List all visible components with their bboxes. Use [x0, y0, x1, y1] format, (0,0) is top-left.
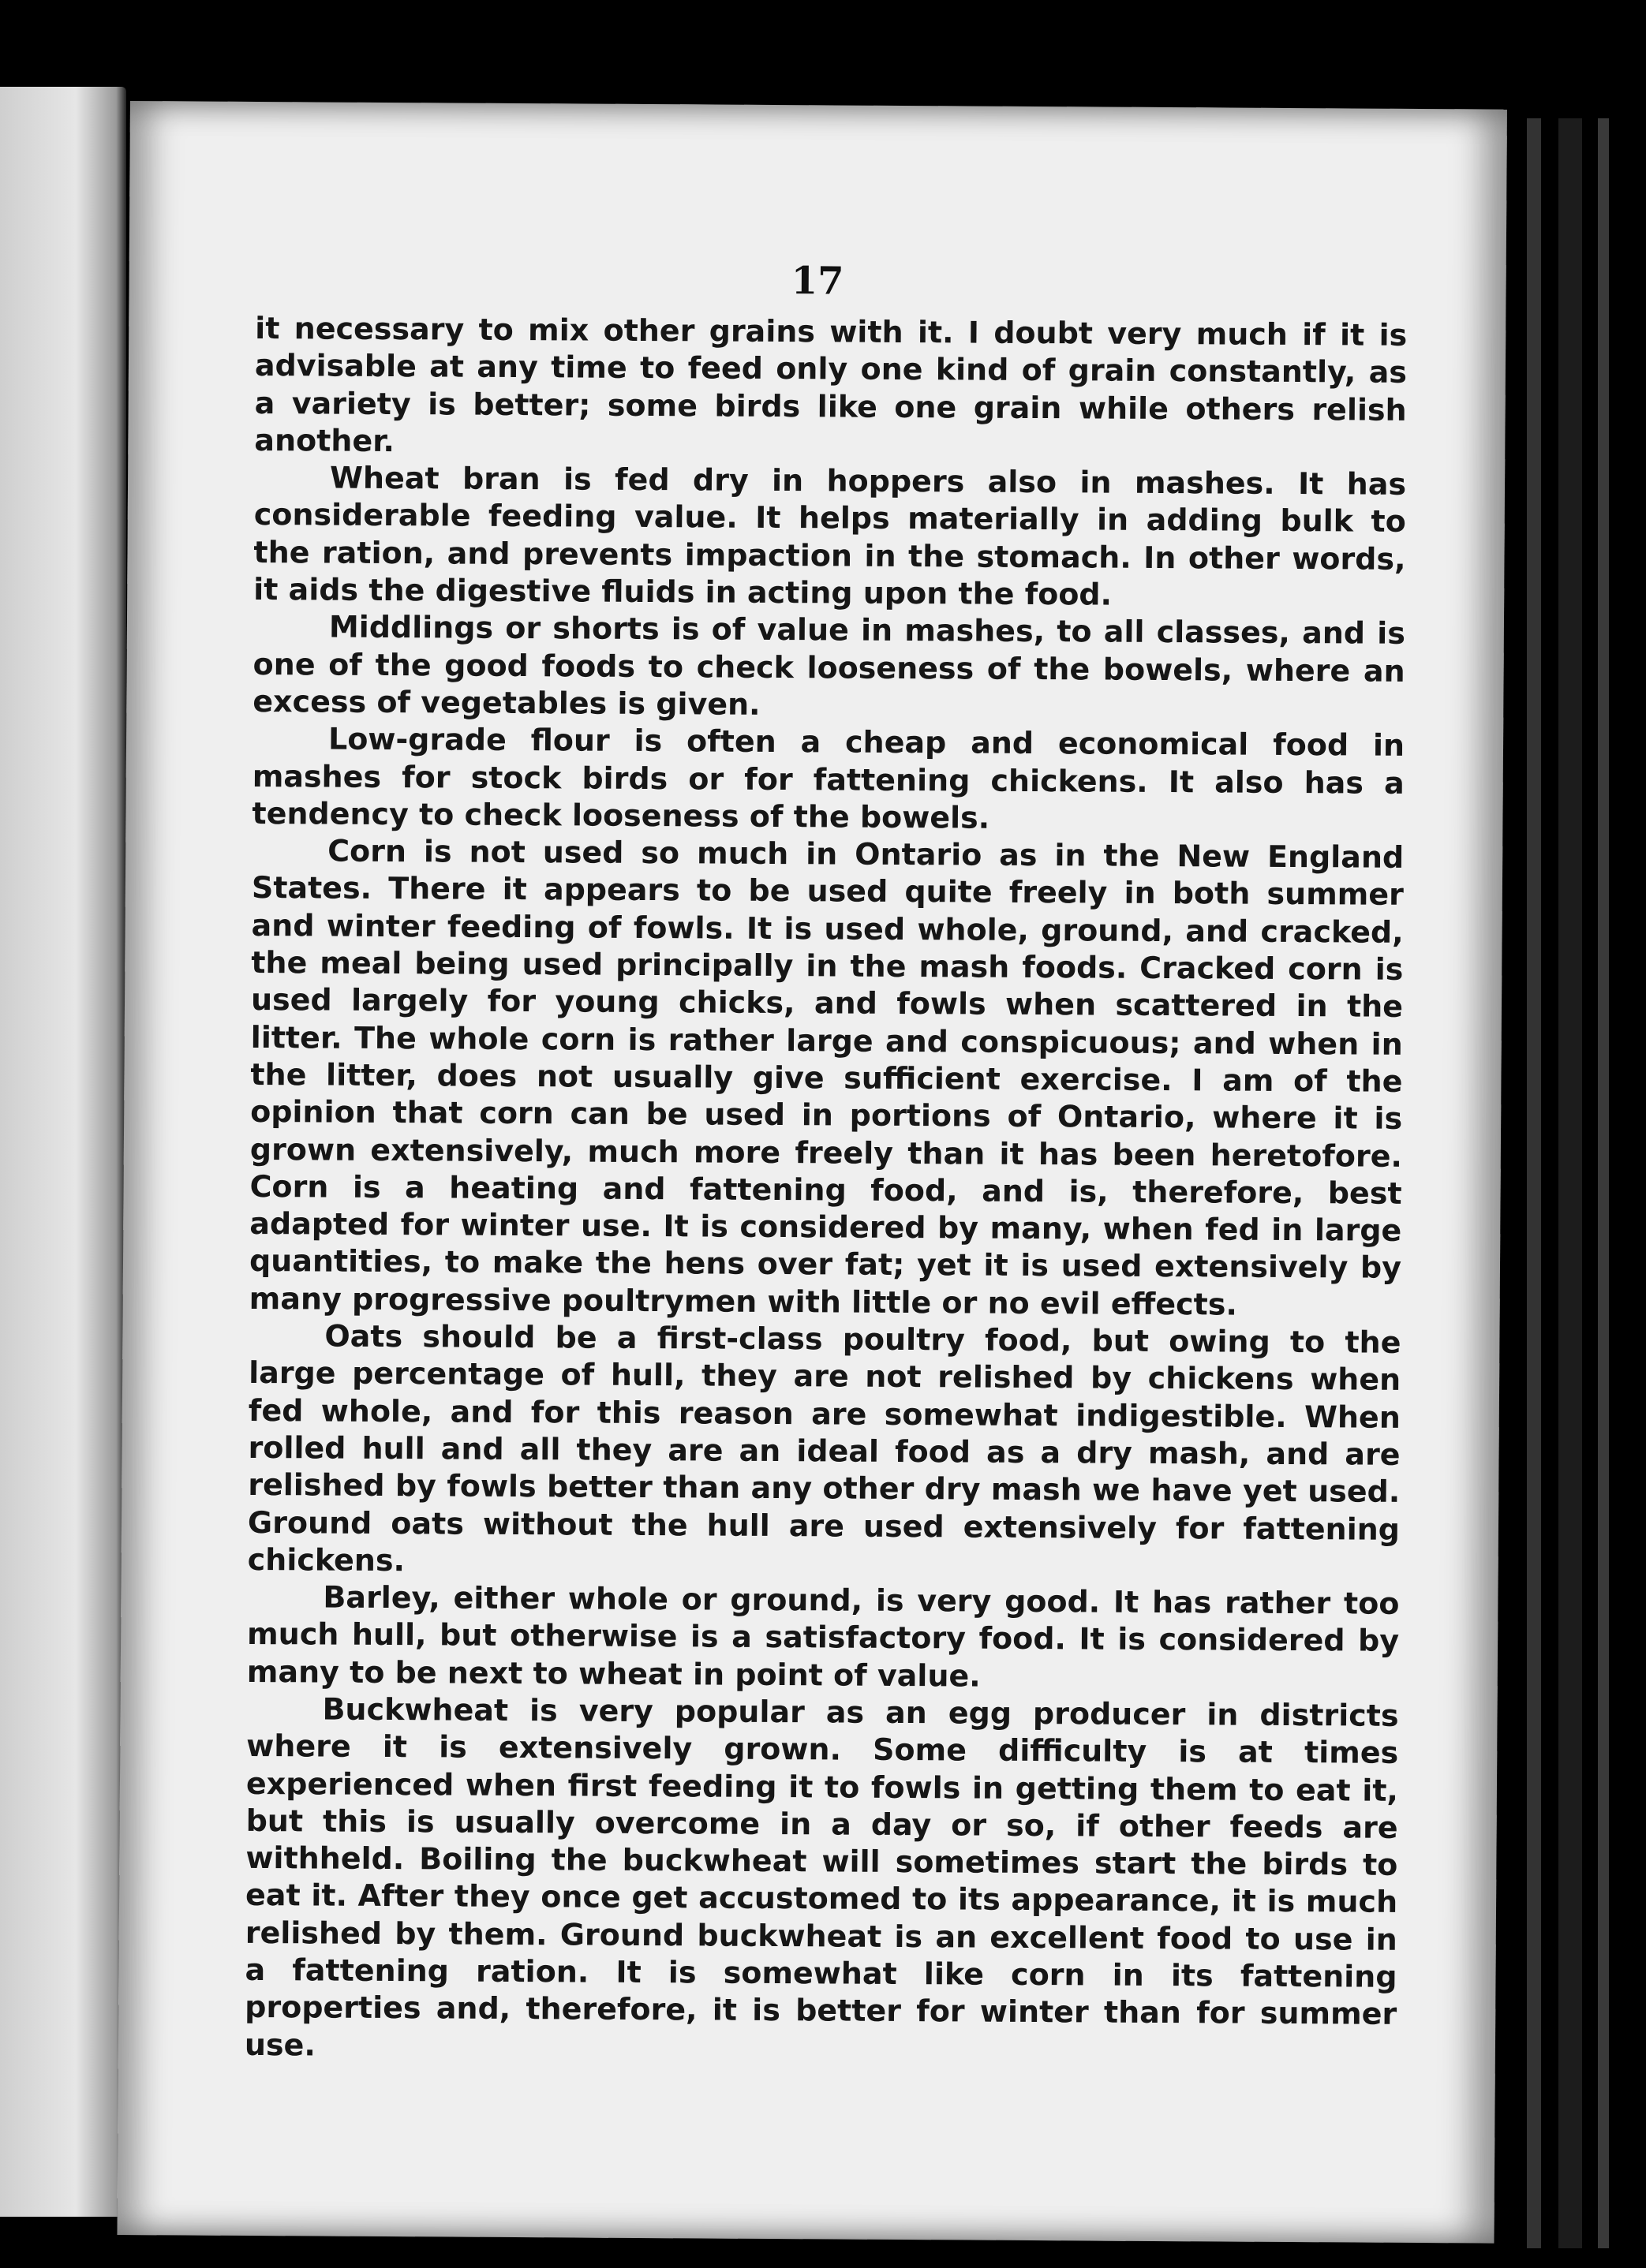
book-binding-edge — [1598, 118, 1609, 2248]
paragraph: Middlings or shorts is of value in mashes, to all classes, and is one of the good foods to check looseness of the bowels, where an excess of vegetables is given. — [253, 609, 1406, 722]
paragraph: Corn is not used so much in Ontario as in the New England States. There it appears to be used quite freely in both summer and winter feeding of fowls. It is used whole, ground, and cracked, the meal being used principally in the mash foods. Cracked corn is used largely for young chicks, and fowls when scattered in the litter. The whole corn is rather large and conspicuous; and when in the litter, does not usually give sufficient exercise. I am of the opinion that corn can be used in portions of Ontario, where it is grown extensively, much more freely than it has been heretofore. Corn is a heating and fattening food, and is, therefore, best adapted for winter use. It is considered by many, when fed in large quantities, to make the hens over fat; yet it is used extensively by many progressive poultrymen with little or no evil effects. — [249, 833, 1405, 1322]
paragraph: Buckwheat is very popular as an egg producer in districts where it is extensively grown. Some difficulty is at times experienced when first feeding it to fowls in getting them to eat it, but this is usually overcome in a day or so, if other feeds are withheld. Boiling the buckwheat will sometimes start the birds to eat it. After they once get accustomed to its appearance, it is much relished by them. Ground buckwheat is an excellent food to use in a fattening ration. It is somewhat like corn in its fattening properties and, therefore, it is better for winter than for summer use. — [244, 1691, 1399, 2063]
book-page — [117, 101, 1506, 2244]
paragraph: Oats should be a first-class poultry food, but owing to the large percentage of hull, they are not relished by chickens when fed whole, and for this reason are somewhat indigestible. When rolled hull and all they are an ideal food as a dry mash, and are relished by fowls better than any other dry mash we have yet used. Ground oats without the hull are used extensively for fattening chickens. — [247, 1318, 1401, 1578]
book-binding-edge — [1558, 118, 1582, 2248]
paragraph: Wheat bran is fed dry in hoppers also in mashes. It has considerable feeding value. It helps materially in adding bulk to the ration, and prevents impaction in the stomach. In other words, it aids the digestive fluids in acting upon the food. — [253, 460, 1407, 612]
page-number: 17 — [791, 259, 844, 304]
facing-page-edge — [0, 87, 126, 2217]
body-text — [245, 310, 1408, 2071]
book-binding-edge — [1527, 118, 1541, 2248]
paragraph: Barley, either whole or ground, is very good. It has rather too much hull, but otherwise is a satisfactory food. It is considered by many to be next to wheat in point of value. — [246, 1579, 1400, 1694]
paragraph: Low-grade flour is often a cheap and economical food in mashes for stock birds or for fattening chickens. It also has a tendency to check looseness of the bowels. — [252, 721, 1405, 835]
paragraph: it necessary to mix other grains with it. I doubt very much if it is advisable at any time to feed only one kind of grain constantly, as a variety is better; some birds like one grain while others relish another. — [254, 310, 1408, 458]
